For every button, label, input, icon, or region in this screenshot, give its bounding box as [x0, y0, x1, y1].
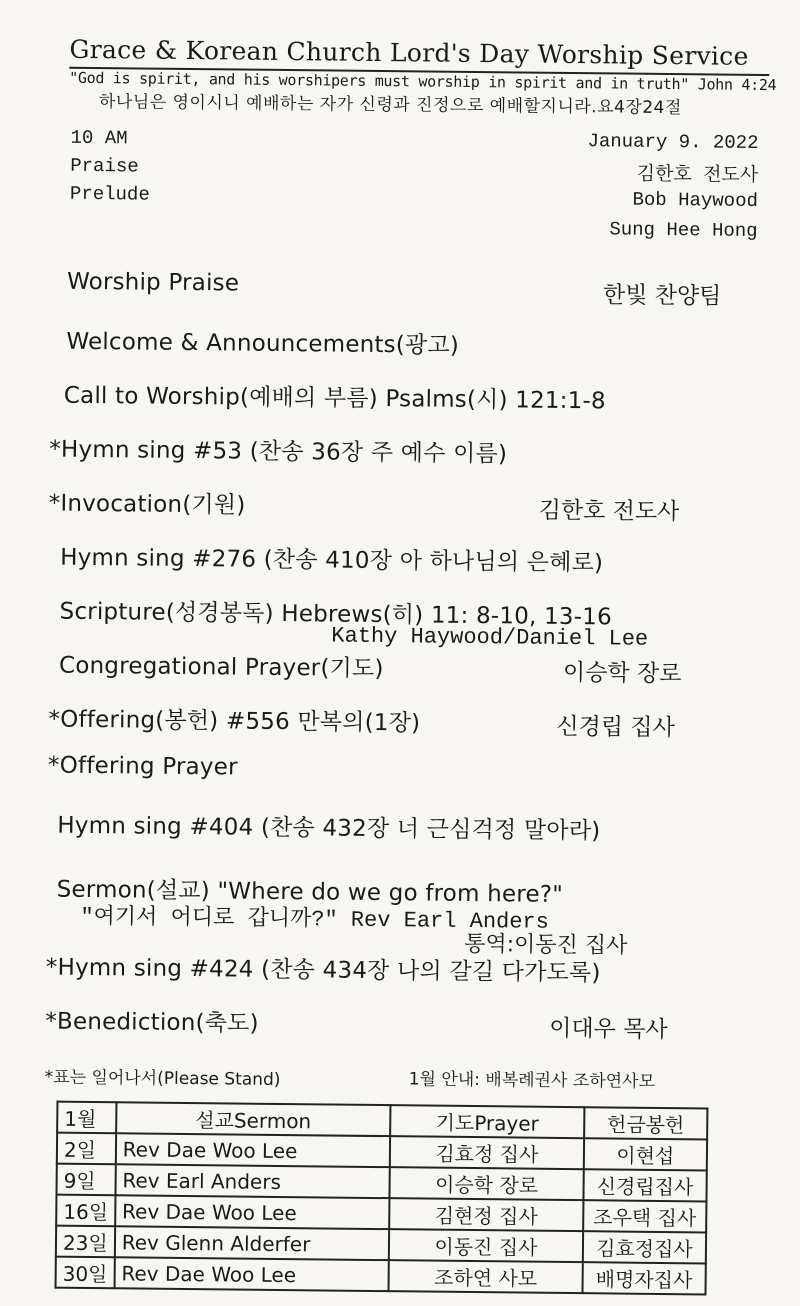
- table-cell-sermon: Rev Glenn Alderfer: [115, 1226, 390, 1260]
- order-item-hymn-276: Hymn sing #276 (찬송 410장 아 하나님의 은혜로): [60, 544, 604, 577]
- order-item-welcome: Welcome & Announcements(광고): [66, 328, 460, 359]
- table-cell-offering: 조우택 집사: [583, 1200, 706, 1232]
- table-header-prayer: 기도Prayer: [390, 1105, 584, 1138]
- order-item-invocation: *Invocation(기원): [48, 490, 246, 519]
- january-schedule-table: [55, 1101, 709, 1296]
- sermon-interpreter: 통역:이동진 집사: [464, 931, 628, 959]
- benediction-leader: 이대우 목사: [549, 1015, 668, 1044]
- table-cell-date: 9일: [56, 1164, 115, 1196]
- table-cell-date: 2일: [57, 1133, 116, 1165]
- table-cell-offering: 배명자집사: [582, 1262, 705, 1294]
- table-cell-sermon: Rev Earl Anders: [115, 1164, 390, 1198]
- table-cell-date: 23일: [56, 1226, 115, 1258]
- scripture-quote-en: "God is spirit, and his worshipers must worship in spirit and in truth" John 4:24: [69, 68, 777, 95]
- table-cell-prayer: 김현정 집사: [389, 1198, 583, 1231]
- order-item-call-to-worship: Call to Worship(예배의 부름) Psalms(시) 121:1-8: [63, 382, 606, 415]
- table-cell-offering: 신경립집사: [583, 1169, 706, 1201]
- order-item-prayer: Congregational Prayer(기도): [58, 652, 384, 683]
- table-cell-offering: 이현섭: [584, 1138, 707, 1170]
- table-cell-date: 30일: [56, 1257, 115, 1289]
- service-date: January 9. 2022: [587, 130, 759, 154]
- prayer-leader: 이승학 장로: [562, 659, 682, 688]
- table-cell-prayer: 이동진 집사: [389, 1229, 583, 1262]
- table-cell-prayer: 이승학 장로: [390, 1167, 584, 1200]
- order-item-sermon: Sermon(설교) "Where do we go from here?": [56, 876, 564, 908]
- table-cell-date: 16일: [56, 1195, 115, 1227]
- service-time: 10 AM: [70, 126, 128, 150]
- table-row: [56, 1257, 706, 1295]
- order-item-scripture: Scripture(성경봉독) Hebrews(히) 11: 8-10, 13-16: [59, 598, 613, 631]
- invocation-leader: 김한호 전도사: [538, 497, 680, 526]
- scripture-readers: Kathy Haywood/Daniel Lee: [331, 623, 649, 652]
- table-cell-sermon: Rev Dae Woo Lee: [114, 1257, 389, 1291]
- table-cell-prayer: 김효정 집사: [390, 1136, 584, 1169]
- order-item-hymn-424: *Hymn sing #424 (찬송 434장 나의 갈길 다가도록): [45, 954, 601, 987]
- table-header-sermon: 설교Sermon: [116, 1102, 391, 1136]
- sermon-title-ko: "여기서 어디로 갑니까?" Rev Earl Anders: [80, 904, 550, 935]
- praise-leader: 김한호 전도사: [636, 163, 759, 187]
- prelude-player-1: Bob Haywood: [632, 188, 759, 212]
- order-item-benediction: *Benediction(축도): [45, 1008, 259, 1037]
- order-item-hymn-53: *Hymn sing #53 (찬송 36장 주 예수 이름): [49, 436, 508, 468]
- order-item-hymn-404: Hymn sing #404 (찬송 432장 너 근심걱정 말아라): [57, 812, 601, 845]
- praise-label: Praise: [70, 154, 139, 178]
- worship-praise-leader: 한빛 찬양팀: [602, 282, 722, 310]
- order-item-worship-praise: Worship Praise: [66, 268, 240, 297]
- table-cell-offering: 김효정집사: [583, 1231, 706, 1263]
- order-item-offering-prayer: *Offering Prayer: [47, 752, 238, 781]
- prelude-player-2: Sung Hee Hong: [609, 218, 758, 242]
- table-cell-sermon: Rev Dae Woo Lee: [115, 1195, 390, 1229]
- stand-note: *표는 일어나서(Please Stand): [44, 1067, 281, 1090]
- table-header-offering: 헌금봉헌: [584, 1107, 707, 1139]
- scripture-quote-ko: 하나님은 영이시니 예배하는 자가 신령과 진정으로 예배할지니라.요4장24절: [98, 92, 682, 119]
- order-item-offering: *Offering(봉헌) #556 만복의(1장): [48, 706, 421, 737]
- table-header-month: 1월: [57, 1102, 116, 1134]
- bulletin-title: Grace & Korean Church Lord's Day Worship Service: [69, 34, 749, 71]
- january-guide: 1월 안내: 배복례권사 조하연사모: [408, 1069, 656, 1092]
- prelude-label: Prelude: [69, 182, 150, 206]
- table-cell-prayer: 조하연 사모: [389, 1260, 583, 1293]
- table-cell-sermon: Rev Dae Woo Lee: [116, 1133, 391, 1167]
- offering-leader: 신경립 집사: [556, 713, 675, 742]
